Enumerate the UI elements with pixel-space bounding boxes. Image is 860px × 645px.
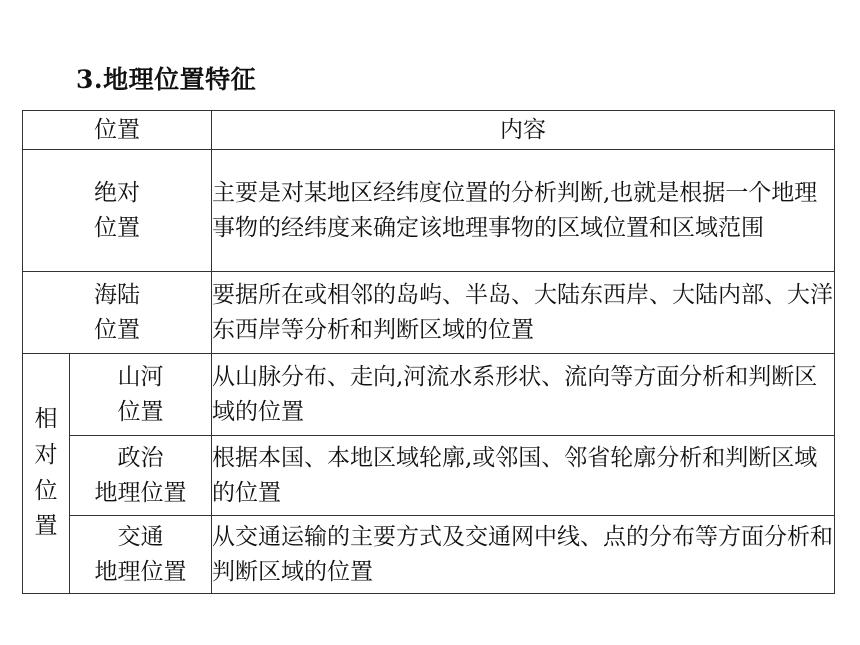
header-content: 内容	[212, 111, 835, 150]
row-label-absolute	[23, 150, 212, 272]
relative-position-label	[23, 354, 70, 594]
table-row	[23, 436, 835, 516]
table-row	[23, 354, 835, 436]
label-line: 绝对	[94, 180, 140, 206]
label-line: 位置	[94, 316, 140, 343]
table-row	[23, 150, 835, 272]
label-line: 地理位置	[94, 479, 187, 506]
label-char: 相	[34, 406, 58, 433]
label-line: 位置	[117, 398, 164, 425]
table-row	[23, 272, 835, 354]
row-label-transport	[70, 516, 212, 594]
row-label-sea-land	[23, 272, 212, 354]
row-content-mountain-river: 从山脉分布、走向,河流水系形状、流向等方面分析和判断区域的位置	[212, 354, 835, 436]
row-content-absolute: 主要是对某地区经纬度位置的分析判断,也就是根据一个地理事物的经纬度来确定该地理事物的区域位置和区域范围	[212, 150, 835, 272]
label-line: 地理位置	[94, 558, 187, 585]
label-line: 交通	[117, 524, 164, 550]
label-char: 对	[34, 441, 58, 468]
table-row	[23, 516, 835, 594]
label-char: 置	[34, 513, 58, 540]
table-header-row	[23, 111, 835, 150]
row-content-political: 根据本国、本地区域轮廓,或邻国、邻省轮廓分析和判断区域的位置	[212, 436, 835, 516]
label-line: 山河	[117, 364, 164, 390]
section-title: 3.地理位置特征	[76, 65, 257, 94]
row-content-transport: 从交通运输的主要方式及交通网中线、点的分布等方面分析和判断区域的位置	[212, 516, 835, 594]
row-label-mountain-river	[70, 354, 212, 436]
label-line: 海陆	[94, 282, 140, 308]
label-line: 政治	[117, 445, 164, 471]
label-char: 位	[34, 477, 58, 504]
header-position: 位置	[23, 111, 212, 150]
row-content-sea-land: 要据所在或相邻的岛屿、半岛、大陆东西岸、大陆内部、大洋东西岸等分析和判断区域的位置	[212, 272, 835, 354]
label-line: 位置	[94, 214, 140, 241]
location-features-table	[22, 110, 835, 594]
row-label-political	[70, 436, 212, 516]
